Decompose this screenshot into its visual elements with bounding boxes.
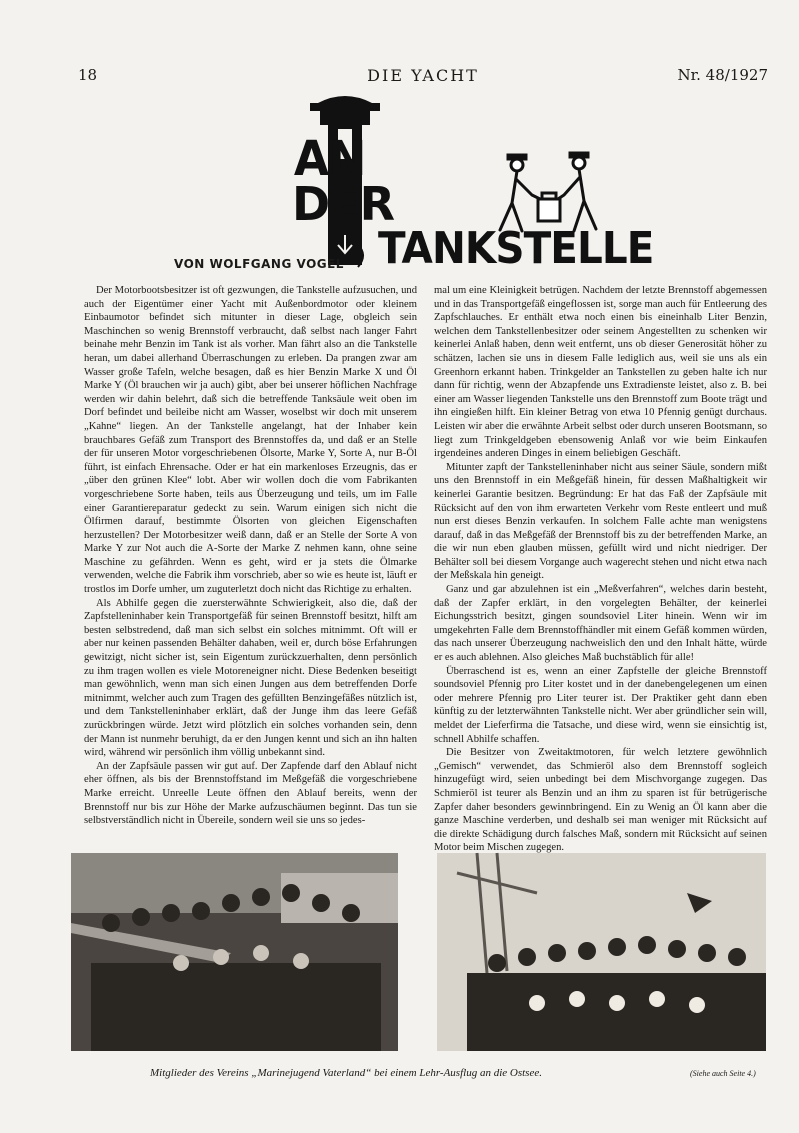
- paragraph: Mitunter zapft der Tankstelleninhaber nicht aus seiner Säule, sondern mißt uns den Brennstoff in ein Meßgefäß hinein, für dessen Maßhaltigkeit wir keinerlei Garantie besitzen. Begründung: Er hat das Faß der Zapfsäule mit Rücksicht auf den von ihm erwarteten Verkehr vom Reste entleert und muß nun erst dieses Benzin verkaufen. In solchem Falle achte man wenigstens darauf, daß in das Meßgefäß der Brennstoff bis zu der betreffenden Marke, an die wir nun eben glauben müssen, gefüllt wird und nicht niedriger. Der Behälter soll bei diesem Vorgange auch wagerecht stehen und nicht etwa nach der Meßskala hin geneigt.: [434, 461, 767, 582]
- paragraph: An der Zapfsäule passen wir gut auf. Der Zapfende darf den Ablauf nicht eher öffnen, als bis der Brennstoffstand im Meßgefäß die vorgeschriebene Marke erreicht. Unreelle Leute öffnen den Ablauf bereits, wenn der Brennstoff nur bis zur Höhe der Marke aufzuschäumen beginnt. Das tun sie selbstverständlich nicht in Übereile, sondern weil sie uns so jedes-: [84, 760, 417, 827]
- photo-group-on-ship-left: [71, 853, 398, 1051]
- paragraph: Ganz und gar abzulehnen ist ein „Meßverfahren“, welches darin besteht, daß der Zapfer erklärt, in den vorgelegten Behälter, der keinerlei Eichungsstrich besitzt, gingen soundsoviel Liter hinein. Wenn wir im umgekehrten Falle dem Brennstoffhändler mit einem Gefäß kommen würden, das nach unserer Überzeugung nachweislich den und den Inhalt hätte, würde er es auch ablehnen. Also gleiches Maß buchstäblich für alle!: [434, 584, 767, 664]
- page-reference-note: (Siehe auch Seite 4.): [690, 1069, 756, 1078]
- article-column-right: [434, 284, 767, 854]
- paragraph: mal um eine Kleinigkeit betrügen. Nachdem der letzte Brennstoff abgemessen und in das Transportgefäß eingeflossen ist, sorge man auch für Entleerung des Zapfschlauches. Er enthält etwa noch einen bis eineinhalb Liter Benzin, welchen dem Tankstellenbesitzer oder seinem Angestellten zu schenken wir keinerlei Anlaß haben, denn weit entfernt, uns ob dieser Generosität höher zu schätzen, lachen sie uns in diesem Falle lediglich aus, weil sie uns als ein Greenhorn erkannt haben. Trinkgelder an Tankstellen zu geben halte ich nur dann für richtig, wenn der Abzapfende uns Extradienste leistet, also z. B. bei einer am Wasser liegenden Tankstelle uns den Brennstoff zum Boote trägt und ihn eingießen hilft. Ein kleiner Betrag von etwa 10 Pfennig genügt durchaus. Leisten wir aber die erwähnte Arbeit selbst oder durch unseren Bootsmann, so liegt zum Trinkgeldgeben ebensowenig Anlaß vor wie beim Einkaufen irgendeines anderen Dinges in einem beliebigen Geschäft.: [434, 285, 767, 460]
- men-carrying-can-graphic: [500, 153, 596, 231]
- title-word-an: AN: [293, 131, 366, 187]
- issue-number: Nr. 48/1927: [677, 66, 768, 84]
- article-column-left: [84, 284, 417, 844]
- paragraph: Als Abhilfe gegen die zuersterwähnte Schwierigkeit, also die, daß der Zapfstelleninhaber kein Transportgefäß für seinen Brennstoff besitzt, hilft am besten selbstredend, daß man sich selbst ein solches mitnimmt. Oft will er aber nur keinen passenden Behälter dahaben, weil er, durch böse Erfahrungen gewitzigt, nicht sicher ist, sein Eigentum zurückzuerhalten, denn persönlich zu ihm tragen wollen es viele Motoreneigner nicht. Diese Bedenken beseitigt man gewöhnlich, wenn man sich einen Jungen aus dem betreffenden Dorfe mitnimmt, welcher auch zum Tragen des gefüllten Benzingefäßes nützlich ist, und dem Tankstelleninhaber erklärt, daß der Junge ihm das leere Gefäß zurückbringen würde. Jetzt wird plötzlich ein solches vorhanden sein, denn der Mann ist nunmehr beruhigt, da er den Jungen kennt und sich an ihn halten wird, während wir persönlich ihm völlig unbekannt sind.: [84, 597, 417, 759]
- author-byline: VON WOLFGANG VOGEL: [174, 257, 344, 271]
- page-number: 18: [78, 66, 98, 84]
- title-word-der: DER: [292, 177, 395, 231]
- page-header: [78, 66, 768, 88]
- paragraph: Überraschend ist es, wenn an einer Zapfstelle der gleiche Brennstoff soundsoviel Pfennig pro Liter kostet und in der danebengelegenen um einen oder mehrere Pfennig pro Liter teurer ist. Der Praktiker geht dann eben künftig zu der letzterwähnten Tankstelle nicht. Wer aber gründlicher sein will, meldet der Lieferfirma die Tatsache, und diese wird, wenn sie einsichtig ist, schnell Abhilfe schaffen.: [434, 665, 767, 745]
- photo-caption: Mitglieder des Vereins „Marinejugend Vaterland“ bei einem Lehr-Ausflug an die Ostsee.: [150, 1067, 542, 1079]
- paragraph: Die Besitzer von Zweitaktmotoren, für welch letztere gewöhnlich „Gemisch“ verwendet, das Schmieröl also dem Brennstoff sogleich hinzugefügt wird, seien unbedingt bei dem Mischvorgange zugegen. Das Schmieröl ist teurer als Benzin und an ihm zu sparen ist für betrügerische Zapfer daher besonders gewinnbringend. Ein zu Wenig an Öl kann aber die ganze Maschine verderben, und deshalb sei man weniger mit Rücksicht auf die direkte Schädigung durch falsches Maß, sondern mit Rücksicht auf seinen Motor beim Mischen zugegen.: [434, 747, 767, 854]
- magazine-title: DIE YACHT: [367, 66, 479, 85]
- paragraph: Der Motorbootsbesitzer ist oft gezwungen, die Tankstelle aufzusuchen, und auch der Eigentümer einer Yacht mit Außenbordmotor oder kleinem Einbaumotor befindet sich mitunter in dieser Lage, obgleich sein Maschinchen so wenig Brennstoff verbraucht, daß selbst nach langer Fahrt beinahe mehr Benzin im Tank ist als vorher. Man fährt also an die Tankstelle heran, um dabei allerhand Überraschungen zu erleben. Da prangen zwar am Wasser große Tafeln, welche besagen, daß es hier Benzin Marke X und Öl Marke Y (Öl brauchen wir ja auch) gibt, aber bei unserer höflichen Nachfrage werden wir dahin belehrt, daß sich die betreffende Tanksäule weit oben im Dorf befindet und beileibe nicht am Wasser, woselbst wir doch mit unserem „Kahne“ liegen. An der Tankstelle angelangt, hat der Inhaber kein brauchbares Gefäß zum Transport des Brennstoffes da, und daß er an Stelle der für unseren Motor vorgeschriebenen Ölsorte, Marke Y, Sorte A, nur B-Öl führt, ist einfach Ehrensache. Oder er hat ein markenloses Erzeugnis, das er „über den grünen Klee“ lobt. Aber wir wollen doch die vom Fabrikanten vorgeschriebene Sorte haben, teils aus Überzeugung und teils, um im Falle einer Garantiereparatur gedeckt zu sein. Warum einigen sich nicht die Ölfirmen darauf, bestimmte Ölsorten von gleichen Eigenschaften herzustellen? Der Motorbesitzer weiß dann, daß er an Stelle der Sorte A von Marke Y zur Not auch die A-Sorte der Marke Z nehmen kann, ohne seine Maschine zu gefährden. Wenn es geht, wird er ja stets die Ölmarke verwenden, welche die Fabrik ihm vorschrieb, aber so wie es heute ist, läuft er trostlos im Dorfe umher, um zuguterletzt doch nicht das Richtige zu erhalten.: [84, 285, 417, 596]
- article-title-block: [160, 95, 680, 275]
- group-photo-image: [437, 853, 766, 1051]
- title-word-tankstelle: TANKSTELLE: [378, 223, 654, 274]
- group-photo-image: [71, 853, 398, 1051]
- photo-group-on-ship-right: [437, 853, 766, 1051]
